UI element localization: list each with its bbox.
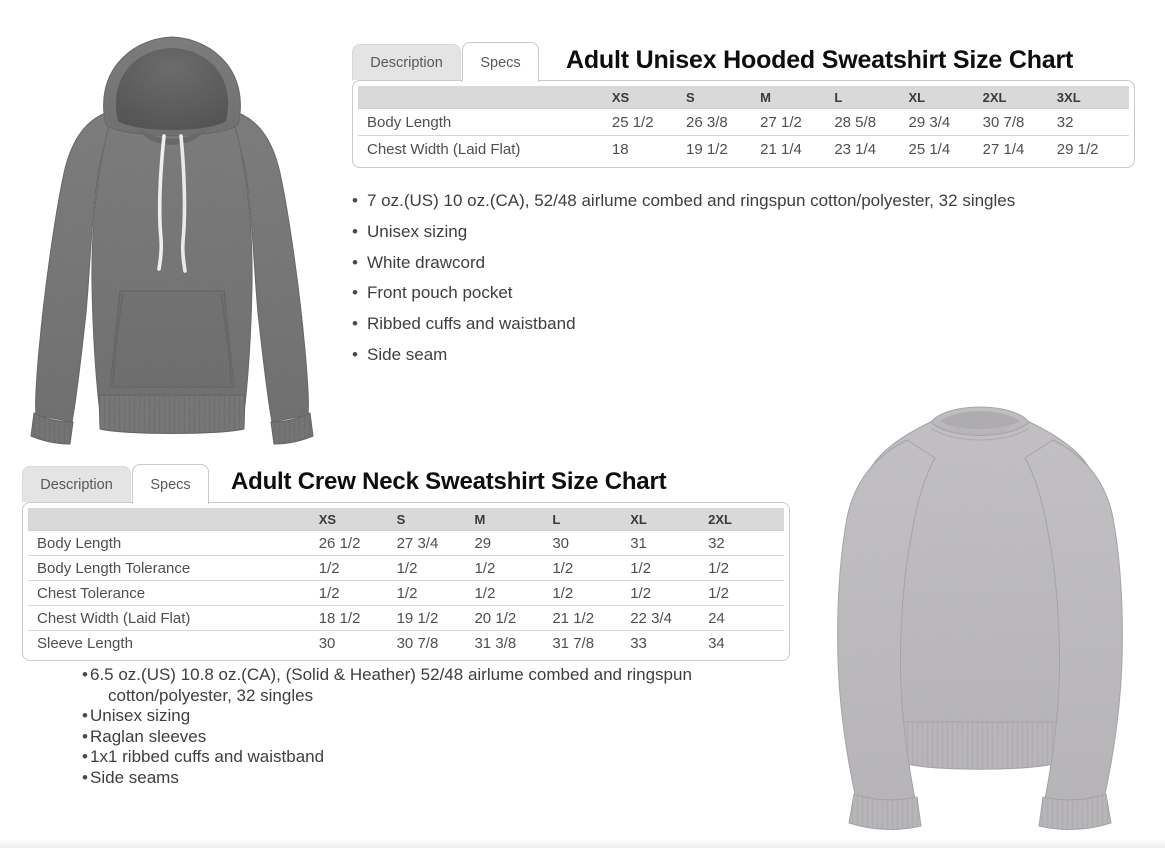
spec-value: 1/2 [395,556,473,581]
feature-item: • Unisex sizing [352,223,1064,241]
spec-table-row [28,556,784,581]
hoodie-size-table-card [352,80,1135,168]
size-column-header: L [832,86,906,109]
spec-label-column-header [28,508,317,531]
size-column-header: XL [628,508,706,531]
size-column-header: S [684,86,758,109]
spec-row-label: Body Length [367,114,452,131]
spec-value: 31 3/8 [472,631,550,656]
spec-table-row [358,109,1129,136]
spec-table-row [358,136,1129,163]
size-column-header: XS [610,86,684,109]
size-column-header: 2XL [706,508,784,531]
spec-value: 19 1/2 [395,606,473,631]
size-column-header: S [395,508,473,531]
spec-value: 1/2 [706,581,784,606]
spec-table-row [28,631,784,656]
crewneck-illustration [795,378,1165,843]
feature-item: • Side seams [82,768,730,789]
crewneck-product-image [795,378,1165,843]
feature-item: • Raglan sleeves [82,727,730,748]
spec-value: 1/2 [317,581,395,606]
size-column-header: 2XL [981,86,1055,109]
hoodie-size-table [358,86,1129,162]
size-column-header: L [550,508,628,531]
feature-item: • 6.5 oz.(US) 10.8 oz.(CA), (Solid & Heather) 52/48 airlume combed and ringspun cotton/polyester, 32 singles [82,665,730,706]
spec-value: 21 1/4 [758,136,832,163]
spec-value: 27 1/4 [981,136,1055,163]
hoodie-product-image [22,15,322,445]
spec-value: 27 1/2 [760,114,802,131]
spec-value: 26 3/8 [686,114,728,131]
spec-value: 18 [610,136,684,163]
spec-value: 1/2 [628,581,706,606]
page-bottom-strip [0,839,1165,848]
feature-item: • White drawcord [352,254,1064,272]
spec-value: 29 [474,534,492,552]
crewneck-chart-section [22,462,790,661]
crewneck-tab-description[interactable]: Description [22,466,131,502]
spec-value: 18 1/2 [317,606,395,631]
spec-value: 27 3/4 [396,534,439,552]
crewneck-chart-title: Adult Crew Neck Sweatshirt Size Chart [231,468,667,495]
hoodie-chart-header [352,40,1135,80]
hoodie-chart-title: Adult Unisex Hooded Sweatshirt Size Chart [566,45,1074,74]
spec-value: 29 1/2 [1055,136,1129,163]
size-column-header: M [472,508,550,531]
spec-value: 20 1/2 [472,606,550,631]
spec-row-label: Chest Tolerance [28,581,317,606]
feature-item: • Ribbed cuffs and waistband [352,315,1064,333]
spec-value: 21 1/2 [550,606,628,631]
feature-item: • Front pouch pocket [352,284,1064,302]
crewneck-size-table [28,508,784,655]
feature-item: • Unisex sizing [82,706,730,727]
spec-value: 19 1/2 [684,136,758,163]
size-column-header: XS [317,508,395,531]
spec-value: 25 1/2 [611,114,654,131]
spec-table-row [28,606,784,631]
feature-item: • 7 oz.(US) 10 oz.(CA), 52/48 airlume combed and ringspun cotton/polyester, 32 singles [352,192,1064,210]
crewneck-tab-specs[interactable]: Specs [132,464,209,504]
spec-value: 1/2 [395,581,473,606]
spec-value: 34 [706,631,784,656]
spec-row-label: Sleeve Length [28,631,317,656]
size-table-header-row [358,86,1129,109]
spec-value: 23 1/4 [832,136,906,163]
spec-value: 26 1/2 [318,534,361,552]
size-column-header: 3XL [1055,86,1129,109]
spec-value: 1/2 [550,581,628,606]
spec-value: 30 7/8 [395,631,473,656]
crewneck-size-table-card [22,502,790,661]
spec-row-label: Body Length [37,534,122,552]
hoodie-tab-description[interactable]: Description [352,44,461,80]
crewneck-chart-header [22,462,790,502]
hoodie-feature-list [352,192,1064,377]
spec-value: 32 [1056,114,1074,131]
hoodie-tab-specs[interactable]: Specs [462,42,539,82]
hoodie-chart-section [352,40,1135,168]
spec-value: 25 1/4 [906,136,980,163]
spec-row-label: Body Length Tolerance [28,556,317,581]
spec-value: 30 7/8 [982,114,1025,131]
spec-row-label: Chest Width (Laid Flat) [358,136,610,163]
spec-value: 24 [706,606,784,631]
spec-value: 28 5/8 [834,114,877,131]
spec-value: 1/2 [628,556,706,581]
spec-label-column-header [358,86,610,109]
size-table-header-row [28,508,784,531]
size-column-header: XL [906,86,980,109]
crewneck-feature-list [82,665,730,789]
spec-value: 29 3/4 [908,114,951,131]
size-column-header: M [758,86,832,109]
spec-value: 30 [552,534,570,552]
spec-value: 33 [628,631,706,656]
spec-table-row [28,581,784,606]
spec-table-row [28,531,784,556]
spec-value: 32 [708,534,725,552]
spec-value: 1/2 [317,556,395,581]
feature-item: • Side seam [352,346,1064,364]
spec-value: 1/2 [472,581,550,606]
spec-value: 31 [630,534,647,552]
spec-value: 1/2 [706,556,784,581]
spec-value: 30 [317,631,395,656]
spec-value: 1/2 [472,556,550,581]
spec-row-label: Chest Width (Laid Flat) [28,606,317,631]
hoodie-illustration [22,15,322,445]
spec-value: 22 3/4 [628,606,706,631]
feature-item: • 1x1 ribbed cuffs and waistband [82,747,730,768]
spec-value: 31 7/8 [550,631,628,656]
spec-value: 1/2 [550,556,628,581]
